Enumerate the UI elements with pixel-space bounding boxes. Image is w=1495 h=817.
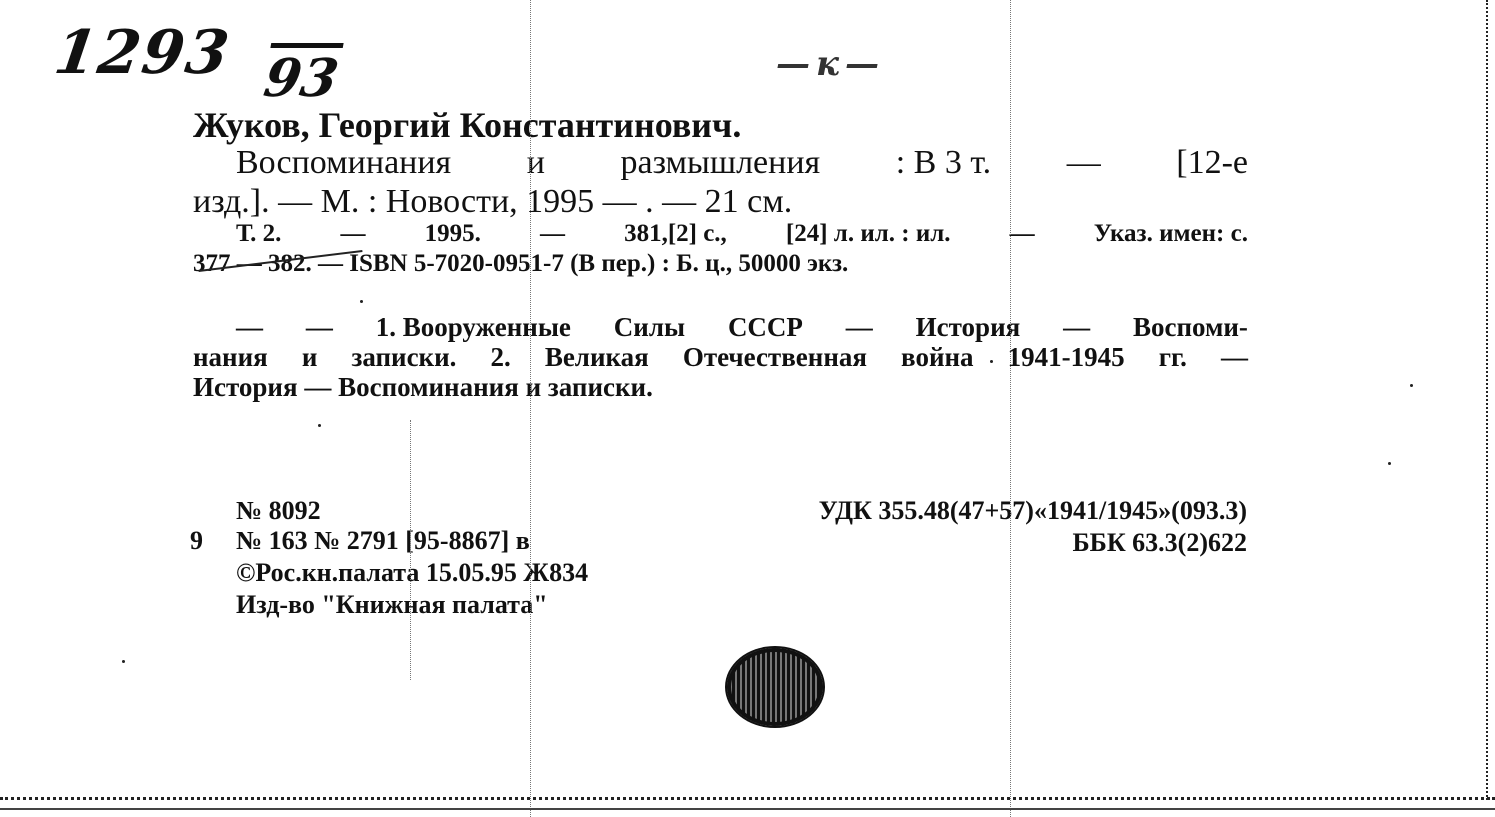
- title-word: Воспоминания: [236, 144, 452, 181]
- scan-speck: [122, 660, 125, 663]
- card-bottom-edge: [0, 797, 1495, 800]
- author-heading: Жуков, Георгий Константинович.: [193, 105, 742, 145]
- scan-fold-line: [530, 0, 531, 817]
- bbk-code: ББК 63.3(2)622: [1072, 528, 1247, 557]
- subject-word: записки.: [351, 342, 457, 372]
- subject-word: нания: [193, 342, 268, 372]
- volume-word: 1995.: [424, 220, 481, 247]
- title-line-2: изд.]. — М. : Новости, 1995 — . — 21 см.: [193, 183, 793, 220]
- scan-speck: [360, 300, 363, 303]
- volume-word: —: [1009, 220, 1035, 247]
- scan-fold-line: [410, 420, 411, 680]
- subject-word: и: [301, 342, 318, 372]
- volume-word: —: [340, 220, 366, 247]
- volume-word: [24] л. ил. : ил.: [785, 220, 951, 247]
- subject-word: гг.: [1158, 342, 1187, 372]
- handwritten-accession-number: 1293: [50, 18, 235, 88]
- subjects-line-1: [236, 312, 1248, 343]
- subject-word: Воспоми-: [1132, 312, 1248, 342]
- volume-word: 381,[2] с.,: [624, 220, 727, 247]
- sheet-number: № 8092: [236, 496, 321, 525]
- subject-word: —: [236, 312, 263, 342]
- udc-code: УДК 355.48(47+57)«1941/1945»(093.3): [818, 496, 1247, 525]
- scan-fold-line: [1010, 0, 1011, 817]
- title-word: —: [1066, 144, 1101, 181]
- subject-word: 2.: [490, 342, 511, 372]
- subject-word: —: [305, 312, 333, 342]
- copyright-line: ©Рос.кн.палата 15.05.95 Ж834: [236, 558, 589, 587]
- subject-word: 1941-1945: [1007, 342, 1125, 372]
- subject-word: История: [915, 312, 1021, 342]
- title-word: : В 3 т.: [895, 144, 992, 181]
- subjects-line-3: История — Воспоминания и записки.: [193, 372, 653, 402]
- title-line-1: [236, 144, 1248, 182]
- subject-word: —: [1063, 312, 1091, 342]
- scan-speck: [1388, 462, 1391, 465]
- registration-line: № 163 № 2791 [95-8867] в: [236, 526, 530, 555]
- volume-word: —: [539, 220, 565, 247]
- subject-word: война: [901, 342, 974, 372]
- volume-word: Т. 2.: [236, 220, 282, 247]
- subjects-line-2: [193, 342, 1248, 373]
- subject-word: —: [845, 312, 873, 342]
- publisher-line: Изд-во "Книжная палата": [236, 590, 548, 619]
- margin-mark: 9: [190, 526, 203, 555]
- volume-line-2: 377 — 382. — ISBN 5-7020-0951-7 (В пер.) : Б. ц., 50000 экз.: [193, 250, 849, 277]
- subject-word: Великая: [544, 342, 649, 372]
- handwritten-year: 93: [259, 48, 343, 109]
- title-word: размышления: [620, 144, 821, 181]
- punch-hole: [727, 648, 823, 726]
- volume-line-1: [236, 220, 1248, 248]
- subject-word: Отечественная: [682, 342, 867, 372]
- volume-word: Указ. имен: с.: [1093, 220, 1248, 247]
- handwritten-mark: —к—: [776, 44, 886, 84]
- card-right-edge: [1486, 0, 1488, 800]
- subject-word: СССР: [727, 312, 803, 342]
- subject-word: Силы: [613, 312, 686, 342]
- subject-word: —: [1220, 342, 1248, 372]
- card-bottom-border: [0, 808, 1495, 810]
- title-word: [12-е: [1176, 144, 1248, 181]
- title-word: и: [526, 144, 545, 181]
- subject-word: 1. Вооруженные: [375, 312, 571, 342]
- scan-speck: [990, 360, 993, 363]
- scan-speck: [1410, 384, 1413, 387]
- scan-speck: [318, 424, 321, 427]
